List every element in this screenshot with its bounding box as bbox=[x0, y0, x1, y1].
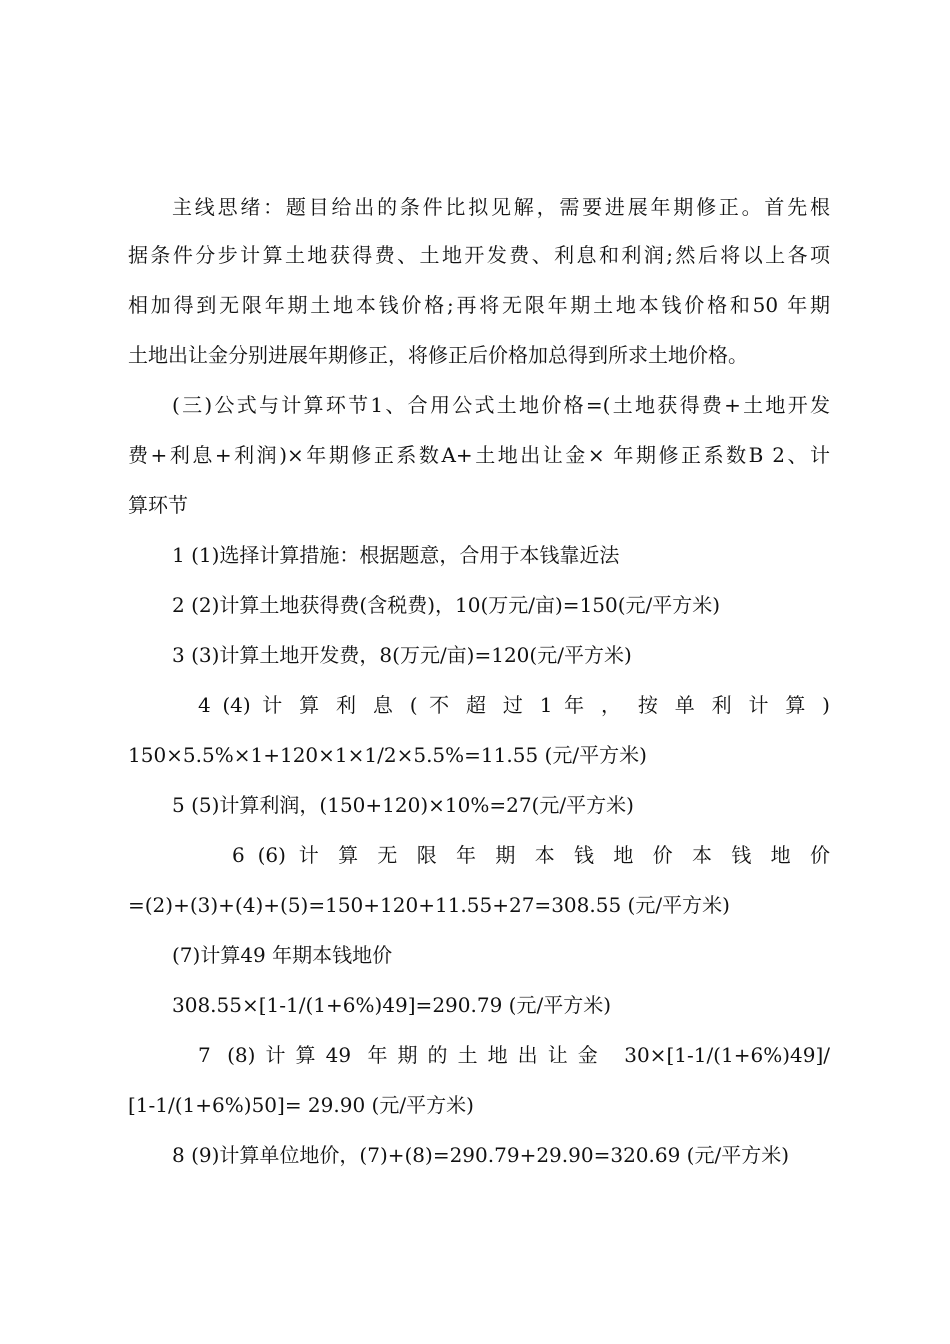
text-line: 150×5.5%×1+120×1×1/2×5.5%=11.55 (元/平方米) bbox=[128, 743, 647, 767]
text-line: 算环节 bbox=[128, 493, 188, 517]
text-line: =(2)+(3)+(4)+(5)=150+120+11.55+27=308.55 (元/平方米) bbox=[128, 893, 730, 917]
text-line: 土地出让金分别进展年期修正，将修正后价格加总得到所求土地价格。 bbox=[128, 343, 748, 367]
text-line: 费+利息+利润)×年期修正系数A+土地出让金× 年期修正系数B 2、计 bbox=[128, 443, 830, 467]
text-line: (三)公式与计算环节1、合用公式土地价格=(土地获得费+土地开发 bbox=[172, 393, 830, 417]
text-line: 6 (6) 计 算 无 限 年 期 本 钱 地 价 本 钱 地 价 bbox=[232, 843, 830, 867]
text-line: 相加得到无限年期土地本钱价格;再将无限年期土地本钱价格和50 年期 bbox=[128, 293, 830, 317]
text-line: (7)计算49 年期本钱地价 bbox=[172, 943, 393, 967]
text-line: 8 (9)计算单位地价，(7)+(8)=290.79+29.90=320.69 (元/平方米) bbox=[172, 1143, 790, 1167]
text-line: 主线思绪：题目给出的条件比拟见解，需要进展年期修正。首先根 bbox=[172, 195, 830, 219]
text-line: 5 (5)计算利润，(150+120)×10%=27(元/平方米) bbox=[172, 793, 634, 817]
text-line: 2 (2)计算土地获得费(含税费)，10(万元/亩)=150(元/平方米) bbox=[172, 593, 721, 617]
text-line: 7 (8)计算49 年期的土地出让金 30×[1-1/(1+6%)49]/ bbox=[198, 1043, 830, 1067]
text-line: 3 (3)计算土地开发费，8(万元/亩)=120(元/平方米) bbox=[172, 643, 632, 667]
text-line: 4 (4) 计 算 利 息 ( 不 超 过 1 年 ， 按 单 利 计 算 ) bbox=[198, 693, 830, 717]
text-line: 1 (1)选择计算措施：根据题意，合用于本钱靠近法 bbox=[172, 543, 620, 567]
text-line: 据条件分步计算土地获得费、土地开发费、利息和利润;然后将以上各项 bbox=[128, 243, 830, 267]
text-line: 308.55×[1-1/(1+6%)49]=290.79 (元/平方米) bbox=[172, 993, 611, 1017]
text-line: [1-1/(1+6%)50]= 29.90 (元/平方米) bbox=[128, 1093, 474, 1117]
